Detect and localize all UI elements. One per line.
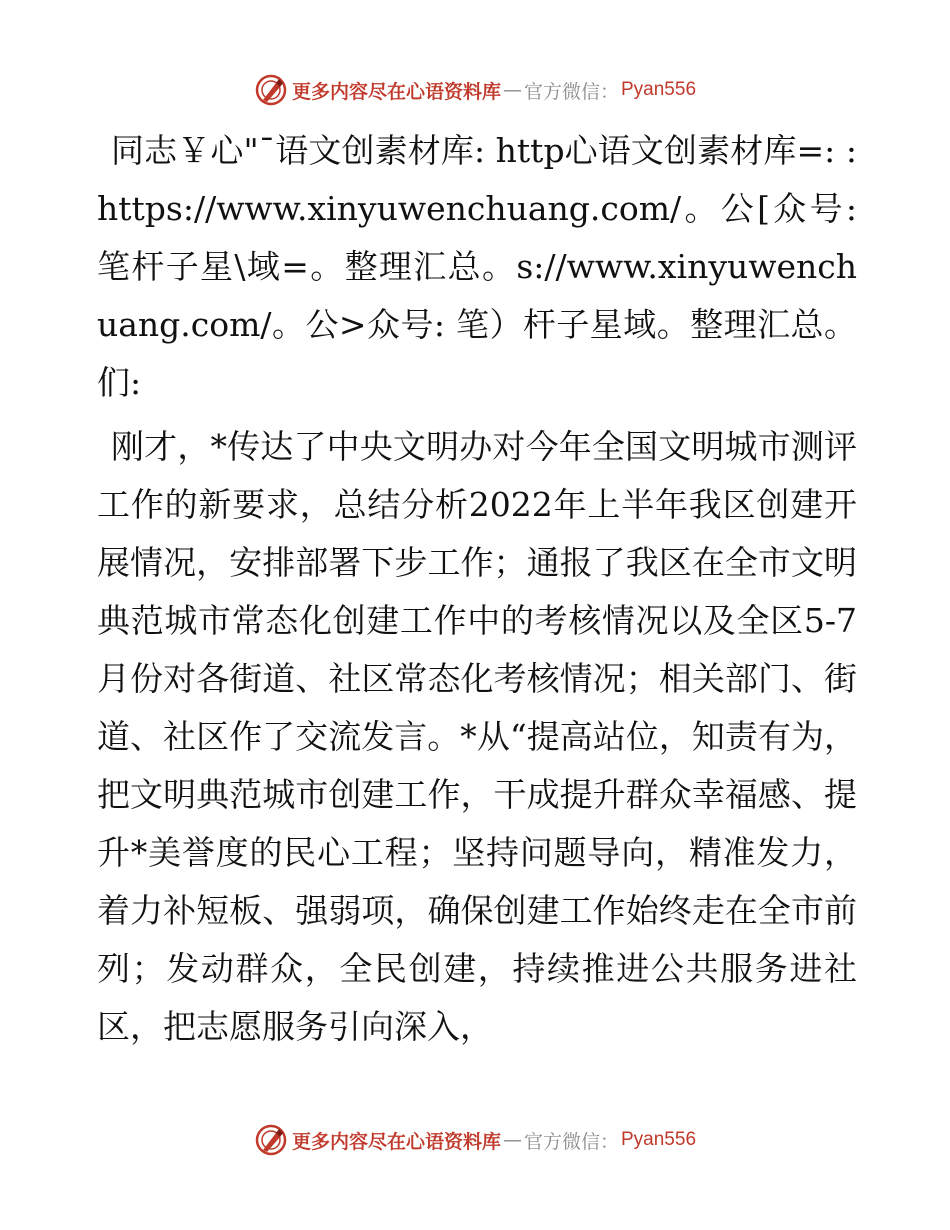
paragraph-2: 刚才，*传达了中央文明办对今年全国文明城市测评工作的新要求，总结分析2022年上半年我区创建开展情况，安排部署下步工作；通报了我区在全市文明典范城市常态化创建工作中的考核情况以及全区5-7月份对各街道、社区常态化考核情况；相关部门、街道、社区作了交流发言。*从“提高站位，知责有为，把文明典范城市创建工作，干成提升群众幸福感、提升*美誉度的民心工程；坚持问题导向，精准发力，着力补短板、强弱项，确保创建工作始终走在全市前列；发动群众，全民创建，持续推进公共服务进社区，把志愿服务引向深入， [97, 427, 857, 1046]
header-banner [0, 70, 950, 110]
pen-nib-logo-icon [254, 73, 288, 107]
header-dash: — [502, 79, 522, 101]
footer-dash: — [502, 1129, 522, 1151]
paragraph-1: 同志￥心"¯语文创素材库: http心语文创素材库=: :https://www.xinyuwenchuang.com/。公[众号: 笔杆子星\域=。整理汇总。s://www.xinyuwenchuang.com/。公>众号: 笔）杆子星域。整理汇总。们: [97, 131, 857, 402]
footer-wechat-id: Pyan556 [621, 1129, 697, 1150]
header-wechat-label: 官方微信： [523, 80, 619, 103]
footer-wechat-label: 官方微信： [523, 1130, 619, 1153]
header-site-text: 更多内容尽在心语资料库 [291, 80, 501, 103]
pen-nib-logo-icon [254, 1123, 288, 1157]
footer-site-text: 更多内容尽在心语资料库 [291, 1130, 501, 1153]
header-wechat-id: Pyan556 [621, 79, 697, 100]
footer-banner [0, 1120, 950, 1160]
document-body [97, 122, 857, 1056]
